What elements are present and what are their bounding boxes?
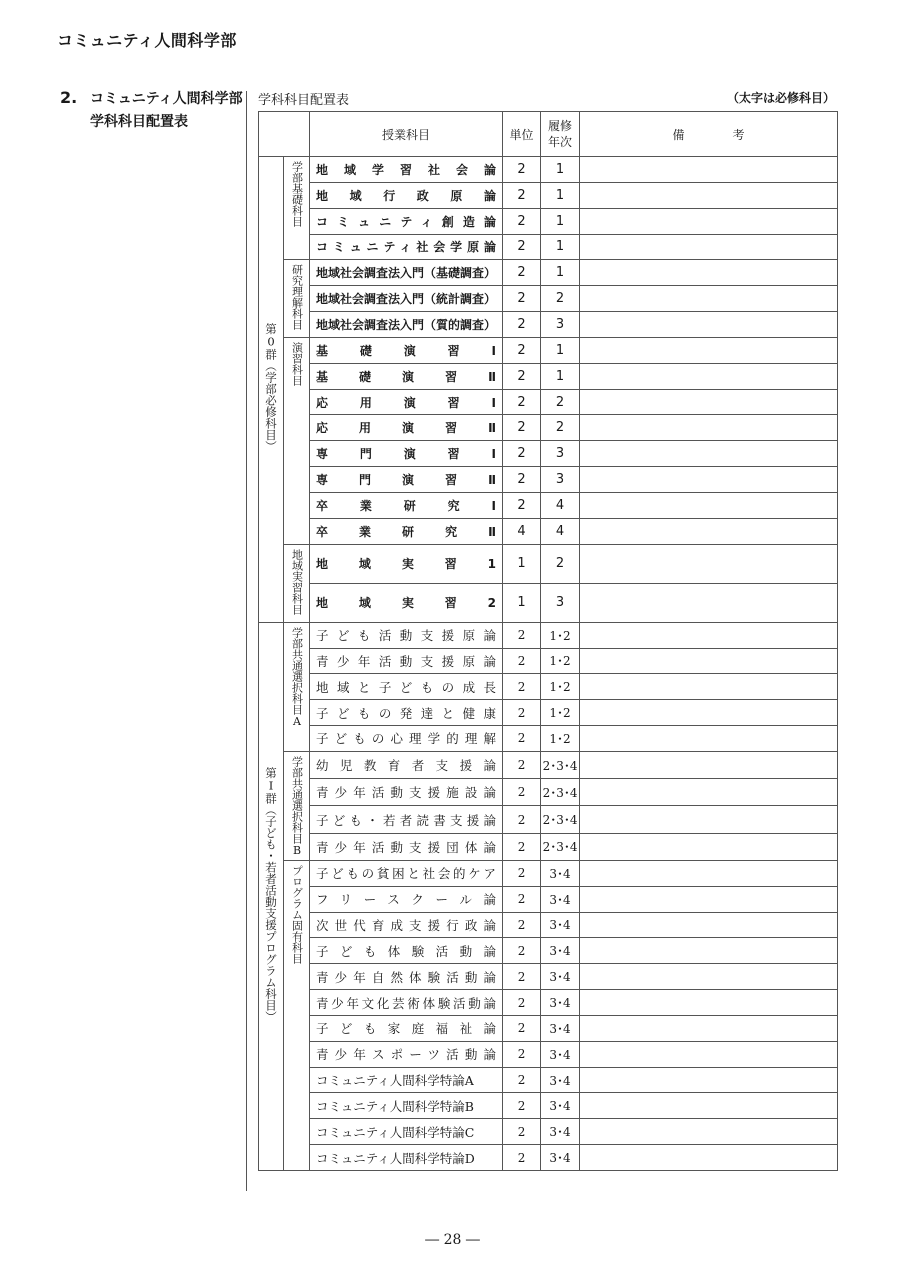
course-year: 2 xyxy=(541,544,580,583)
table-row xyxy=(259,674,838,700)
table-row xyxy=(259,312,838,338)
course-credits: 2 xyxy=(503,806,541,833)
table-row xyxy=(259,779,838,806)
course-credits: 2 xyxy=(503,726,541,752)
table-row xyxy=(259,886,838,912)
course-table-container xyxy=(258,111,838,1171)
course-year: 3･4 xyxy=(541,1119,580,1145)
subgroup-label-cell xyxy=(284,622,310,751)
course-name: 子ども家庭福祉論 xyxy=(310,1015,503,1041)
course-remarks xyxy=(580,751,838,778)
group-label-cell xyxy=(259,157,284,623)
course-year: 1 xyxy=(541,157,580,183)
course-remarks xyxy=(580,518,838,544)
course-name: コミュニティ人間科学特論A xyxy=(310,1067,503,1093)
table-row xyxy=(259,990,838,1016)
course-credits: 2 xyxy=(503,467,541,493)
subgroup-label: 地域実習科目 xyxy=(290,548,304,615)
course-credits: 4 xyxy=(503,518,541,544)
course-name: 青少年自然体験活動論 xyxy=(310,964,503,990)
table-row xyxy=(259,492,838,518)
table-row xyxy=(259,622,838,648)
subgroup-label-cell xyxy=(284,260,310,338)
course-credits: 2 xyxy=(503,260,541,286)
course-name: 卒業研究Ⅱ xyxy=(310,518,503,544)
course-name: 青少年活動支援団体論 xyxy=(310,833,503,860)
course-remarks xyxy=(580,990,838,1016)
course-remarks xyxy=(580,182,838,208)
course-credits: 2 xyxy=(503,312,541,338)
course-remarks xyxy=(580,1015,838,1041)
table-row xyxy=(259,860,838,886)
course-remarks xyxy=(580,1093,838,1119)
page-number: ― 28 ― xyxy=(425,1232,480,1248)
course-remarks xyxy=(580,234,838,260)
course-year: 1 xyxy=(541,363,580,389)
course-year: 2･3･4 xyxy=(541,833,580,860)
subgroup-label: 演習科目 xyxy=(290,341,304,386)
course-name: 青少年活動支援施設論 xyxy=(310,779,503,806)
course-year: 2 xyxy=(541,389,580,415)
course-credits: 2 xyxy=(503,234,541,260)
table-row xyxy=(259,415,838,441)
subgroup-label-cell xyxy=(284,860,310,1170)
course-remarks xyxy=(580,492,838,518)
course-name: 地域学習社会論 xyxy=(310,157,503,183)
table-row xyxy=(259,912,838,938)
course-name: 地域実習1 xyxy=(310,544,503,583)
course-remarks xyxy=(580,833,838,860)
course-year: 1･2 xyxy=(541,622,580,648)
course-name: 応用演習Ⅱ xyxy=(310,415,503,441)
course-credits: 2 xyxy=(503,779,541,806)
section-divider xyxy=(246,91,247,1191)
course-name: 専門演習Ⅱ xyxy=(310,467,503,493)
course-credits: 2 xyxy=(503,1093,541,1119)
course-name: 子どもの発達と健康 xyxy=(310,700,503,726)
header-subject: 授業科目 xyxy=(310,112,503,157)
course-name: 青少年文化芸術体験活動論 xyxy=(310,990,503,1016)
course-remarks xyxy=(580,1119,838,1145)
table-caption: 学科科目配置表 xyxy=(258,93,350,108)
course-credits: 2 xyxy=(503,182,541,208)
course-year: 1 xyxy=(541,182,580,208)
course-remarks xyxy=(580,700,838,726)
course-credits: 2 xyxy=(503,990,541,1016)
course-name: 地域社会調査法入門（質的調査） xyxy=(310,312,503,338)
course-remarks xyxy=(580,157,838,183)
course-year: 1 xyxy=(541,234,580,260)
course-credits: 2 xyxy=(503,389,541,415)
course-name: 子ども活動支援原論 xyxy=(310,622,503,648)
course-name: 地域実習2 xyxy=(310,583,503,622)
course-credits: 2 xyxy=(503,363,541,389)
table-row xyxy=(259,182,838,208)
course-remarks xyxy=(580,1041,838,1067)
course-name: コミュニティ人間科学特論B xyxy=(310,1093,503,1119)
course-credits: 2 xyxy=(503,648,541,674)
course-year: 3･4 xyxy=(541,886,580,912)
course-name: 青少年活動支援原論 xyxy=(310,648,503,674)
table-row xyxy=(259,751,838,778)
course-remarks xyxy=(580,389,838,415)
course-name: 幼児教育者支援論 xyxy=(310,751,503,778)
course-credits: 2 xyxy=(503,157,541,183)
course-year: 3 xyxy=(541,312,580,338)
course-remarks xyxy=(580,583,838,622)
course-remarks xyxy=(580,363,838,389)
course-year: 3 xyxy=(541,441,580,467)
course-year: 3･4 xyxy=(541,1093,580,1119)
subgroup-label: 学部共通選択科目A xyxy=(290,626,304,728)
table-row xyxy=(259,467,838,493)
course-credits: 1 xyxy=(503,544,541,583)
course-table xyxy=(258,111,838,1171)
table-row xyxy=(259,583,838,622)
table-note: （太字は必修科目） xyxy=(727,91,836,105)
course-credits: 2 xyxy=(503,622,541,648)
course-remarks xyxy=(580,806,838,833)
course-year: 4 xyxy=(541,492,580,518)
course-year: 3･4 xyxy=(541,938,580,964)
course-name: 子どもの貧困と社会的ケア xyxy=(310,860,503,886)
table-row xyxy=(259,1093,838,1119)
course-year: 3 xyxy=(541,467,580,493)
course-remarks xyxy=(580,964,838,990)
course-credits: 2 xyxy=(503,286,541,312)
subgroup-label: 学部基礎科目 xyxy=(290,161,304,227)
subgroup-label-cell xyxy=(284,337,310,544)
table-header-row xyxy=(259,112,838,157)
section-title: コミュニティ人間科学部 xyxy=(90,91,243,107)
course-year: 1･2 xyxy=(541,726,580,752)
course-remarks xyxy=(580,726,838,752)
section-number: 2. xyxy=(60,88,78,107)
table-row xyxy=(259,286,838,312)
course-year: 1 xyxy=(541,208,580,234)
course-remarks xyxy=(580,886,838,912)
header-blank-cell xyxy=(259,112,310,157)
course-year: 3･4 xyxy=(541,1067,580,1093)
course-year: 1･2 xyxy=(541,674,580,700)
course-year: 3･4 xyxy=(541,990,580,1016)
course-remarks xyxy=(580,779,838,806)
table-row xyxy=(259,337,838,363)
course-credits: 2 xyxy=(503,441,541,467)
course-year: 2 xyxy=(541,286,580,312)
course-remarks xyxy=(580,622,838,648)
course-remarks xyxy=(580,337,838,363)
course-name: 青少年スポーツ活動論 xyxy=(310,1041,503,1067)
group-label: 第0群（学部必修科目） xyxy=(264,323,278,453)
table-row xyxy=(259,441,838,467)
course-year: 1 xyxy=(541,337,580,363)
course-remarks xyxy=(580,467,838,493)
course-remarks xyxy=(580,938,838,964)
course-year: 2･3･4 xyxy=(541,806,580,833)
course-remarks xyxy=(580,441,838,467)
subgroup-label: プログラム固有科目 xyxy=(290,864,304,964)
page-header-title: コミュニティ人間科学部 xyxy=(57,31,237,50)
section-subtitle: 学科科目配置表 xyxy=(90,114,188,130)
table-row xyxy=(259,964,838,990)
header-remarks: 備 考 xyxy=(580,112,838,157)
course-credits: 2 xyxy=(503,415,541,441)
table-row xyxy=(259,518,838,544)
subgroup-label-cell xyxy=(284,544,310,622)
table-row xyxy=(259,726,838,752)
table-row xyxy=(259,1119,838,1145)
course-year: 1 xyxy=(541,260,580,286)
table-row xyxy=(259,1015,838,1041)
course-credits: 2 xyxy=(503,912,541,938)
course-year: 2･3･4 xyxy=(541,779,580,806)
course-remarks xyxy=(580,674,838,700)
subgroup-label: 学部共通選択科目B xyxy=(290,755,304,857)
course-credits: 2 xyxy=(503,208,541,234)
table-row xyxy=(259,363,838,389)
subgroup-label-cell xyxy=(284,157,310,260)
subgroup-label-cell xyxy=(284,751,310,860)
course-name: コミュニティ人間科学特論D xyxy=(310,1145,503,1171)
course-name: 地域社会調査法入門（基礎調査） xyxy=(310,260,503,286)
course-credits: 2 xyxy=(503,1145,541,1171)
course-name: コミュニティ人間科学特論C xyxy=(310,1119,503,1145)
course-year: 2･3･4 xyxy=(541,751,580,778)
course-year: 3･4 xyxy=(541,1015,580,1041)
course-credits: 2 xyxy=(503,860,541,886)
table-row xyxy=(259,1145,838,1171)
course-remarks xyxy=(580,1145,838,1171)
course-credits: 2 xyxy=(503,886,541,912)
header-year: 履修 年次 xyxy=(541,112,580,157)
table-row xyxy=(259,806,838,833)
course-remarks xyxy=(580,860,838,886)
course-credits: 2 xyxy=(503,751,541,778)
course-name: 子どもの心理学的理解 xyxy=(310,726,503,752)
course-year: 1･2 xyxy=(541,700,580,726)
group-label: 第Ⅰ群（子ども・若者活動支援プログラム科目） xyxy=(264,767,278,1023)
course-year: 3･4 xyxy=(541,1145,580,1171)
subgroup-label: 研究理解科目 xyxy=(290,264,304,331)
course-credits: 2 xyxy=(503,674,541,700)
course-remarks xyxy=(580,312,838,338)
course-year: 1･2 xyxy=(541,648,580,674)
course-name: 卒業研究Ⅰ xyxy=(310,492,503,518)
course-name: 専門演習Ⅰ xyxy=(310,441,503,467)
table-row xyxy=(259,1041,838,1067)
course-name: フリースクール論 xyxy=(310,886,503,912)
course-remarks xyxy=(580,648,838,674)
course-year: 3･4 xyxy=(541,964,580,990)
group-label-cell xyxy=(259,622,284,1170)
course-remarks xyxy=(580,1067,838,1093)
table-row xyxy=(259,544,838,583)
table-row xyxy=(259,833,838,860)
course-credits: 2 xyxy=(503,938,541,964)
header-credits: 単位 xyxy=(503,112,541,157)
course-credits: 2 xyxy=(503,1067,541,1093)
table-row xyxy=(259,938,838,964)
table-row xyxy=(259,700,838,726)
table-row xyxy=(259,260,838,286)
course-credits: 2 xyxy=(503,964,541,990)
course-remarks xyxy=(580,544,838,583)
table-row xyxy=(259,1067,838,1093)
course-name: コミュニティ創造論 xyxy=(310,208,503,234)
course-name: 基礎演習Ⅱ xyxy=(310,363,503,389)
course-name: 地域行政原論 xyxy=(310,182,503,208)
course-remarks xyxy=(580,208,838,234)
course-remarks xyxy=(580,286,838,312)
course-year: 4 xyxy=(541,518,580,544)
course-remarks xyxy=(580,260,838,286)
table-row xyxy=(259,157,838,183)
course-year: 3･4 xyxy=(541,1041,580,1067)
course-name: 子ども体験活動論 xyxy=(310,938,503,964)
course-credits: 2 xyxy=(503,833,541,860)
course-credits: 2 xyxy=(503,1041,541,1067)
course-year: 3 xyxy=(541,583,580,622)
course-credits: 2 xyxy=(503,700,541,726)
course-name: 子ども・若者読書支援論 xyxy=(310,806,503,833)
course-name: 応用演習Ⅰ xyxy=(310,389,503,415)
course-credits: 2 xyxy=(503,1015,541,1041)
course-name: コミュニティ社会学原論 xyxy=(310,234,503,260)
table-row xyxy=(259,648,838,674)
table-row xyxy=(259,234,838,260)
course-credits: 2 xyxy=(503,337,541,363)
course-year: 2 xyxy=(541,415,580,441)
course-name: 地域社会調査法入門（統計調査） xyxy=(310,286,503,312)
course-name: 地域と子どもの成長 xyxy=(310,674,503,700)
course-remarks xyxy=(580,912,838,938)
course-year: 3･4 xyxy=(541,860,580,886)
course-credits: 2 xyxy=(503,1119,541,1145)
course-name: 基礎演習Ⅰ xyxy=(310,337,503,363)
course-remarks xyxy=(580,415,838,441)
course-name: 次世代育成支援行政論 xyxy=(310,912,503,938)
table-row xyxy=(259,208,838,234)
table-row xyxy=(259,389,838,415)
course-year: 3･4 xyxy=(541,912,580,938)
course-credits: 2 xyxy=(503,492,541,518)
course-credits: 1 xyxy=(503,583,541,622)
